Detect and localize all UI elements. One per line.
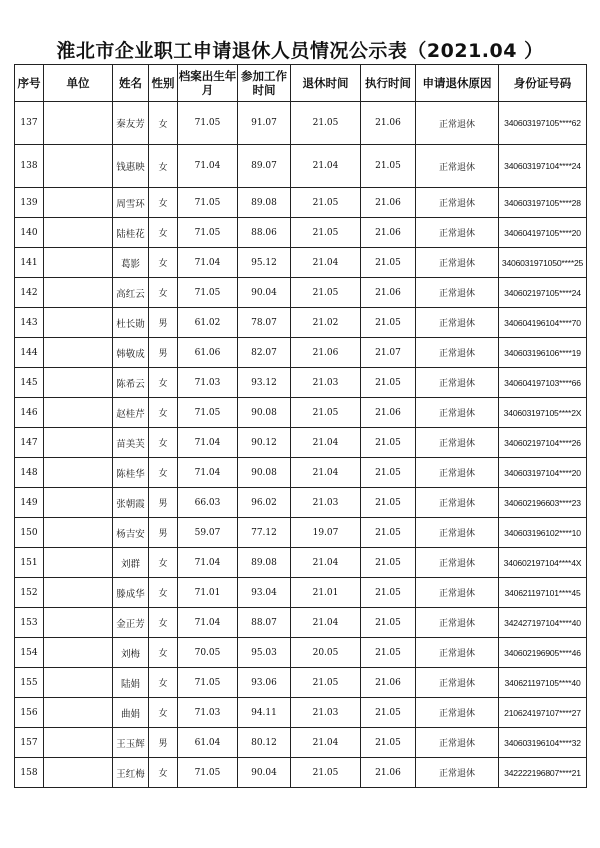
- cell-seq: 151: [15, 548, 44, 578]
- cell-name: 赵桂芹: [113, 398, 149, 428]
- cell-gender: 女: [149, 428, 178, 458]
- cell-gender: 男: [149, 518, 178, 548]
- table-row: [15, 458, 587, 488]
- cell-birth: 71.03: [178, 698, 238, 728]
- cell-reason: 正常退休: [416, 518, 499, 548]
- cell-gender: 女: [149, 248, 178, 278]
- cell-birth: 61.04: [178, 728, 238, 758]
- cell-work-start: 93.12: [238, 368, 291, 398]
- cell-retire-date: 21.05: [291, 278, 361, 308]
- cell-effective-date: 21.05: [361, 308, 416, 338]
- cell-birth: 71.03: [178, 368, 238, 398]
- table-row: [15, 368, 587, 398]
- table-row: [15, 578, 587, 608]
- cell-unit: [44, 758, 113, 788]
- cell-birth: 71.05: [178, 278, 238, 308]
- cell-gender: 女: [149, 145, 178, 188]
- cell-gender: 女: [149, 188, 178, 218]
- cell-unit: [44, 518, 113, 548]
- cell-name: 刘群: [113, 548, 149, 578]
- cell-retire-date: 21.03: [291, 368, 361, 398]
- table-row: [15, 218, 587, 248]
- cell-reason: 正常退休: [416, 308, 499, 338]
- table-row: [15, 758, 587, 788]
- cell-unit: [44, 488, 113, 518]
- table-row: [15, 668, 587, 698]
- cell-name: 杨吉安: [113, 518, 149, 548]
- cell-unit: [44, 188, 113, 218]
- cell-reason: 正常退休: [416, 102, 499, 145]
- table-row: [15, 338, 587, 368]
- cell-birth: 71.04: [178, 428, 238, 458]
- cell-reason: 正常退休: [416, 668, 499, 698]
- cell-retire-date: 21.03: [291, 698, 361, 728]
- header-id-number: 身份证号码: [499, 65, 587, 102]
- cell-name: 陆桂花: [113, 218, 149, 248]
- cell-effective-date: 21.05: [361, 518, 416, 548]
- cell-id-number: 340603197105****2X: [499, 398, 587, 428]
- cell-gender: 女: [149, 578, 178, 608]
- cell-birth: 71.05: [178, 398, 238, 428]
- cell-name: 秦友芳: [113, 102, 149, 145]
- cell-effective-date: 21.05: [361, 428, 416, 458]
- cell-birth: 71.04: [178, 548, 238, 578]
- cell-id-number: 340603196102****10: [499, 518, 587, 548]
- cell-reason: 正常退休: [416, 608, 499, 638]
- table-row: [15, 548, 587, 578]
- cell-id-number: 340621197105****40: [499, 668, 587, 698]
- cell-seq: 146: [15, 398, 44, 428]
- cell-reason: 正常退休: [416, 188, 499, 218]
- cell-unit: [44, 458, 113, 488]
- cell-seq: 148: [15, 458, 44, 488]
- cell-work-start: 78.07: [238, 308, 291, 338]
- header-gender: 性别: [149, 65, 178, 102]
- retirement-table: [14, 64, 587, 788]
- cell-work-start: 90.12: [238, 428, 291, 458]
- cell-seq: 138: [15, 145, 44, 188]
- cell-birth: 66.03: [178, 488, 238, 518]
- cell-work-start: 95.03: [238, 638, 291, 668]
- cell-unit: [44, 308, 113, 338]
- cell-id-number: 340604197103****66: [499, 368, 587, 398]
- cell-seq: 145: [15, 368, 44, 398]
- cell-seq: 137: [15, 102, 44, 145]
- cell-unit: [44, 368, 113, 398]
- cell-gender: 女: [149, 668, 178, 698]
- cell-seq: 142: [15, 278, 44, 308]
- cell-id-number: 340603197105****28: [499, 188, 587, 218]
- cell-birth: 71.05: [178, 758, 238, 788]
- cell-gender: 女: [149, 102, 178, 145]
- cell-name: 张朝霞: [113, 488, 149, 518]
- cell-gender: 女: [149, 698, 178, 728]
- cell-retire-date: 21.04: [291, 145, 361, 188]
- cell-work-start: 90.08: [238, 398, 291, 428]
- cell-id-number: 342222196807****21: [499, 758, 587, 788]
- cell-birth: 61.06: [178, 338, 238, 368]
- cell-effective-date: 21.05: [361, 698, 416, 728]
- cell-effective-date: 21.05: [361, 248, 416, 278]
- cell-birth: 71.04: [178, 248, 238, 278]
- cell-gender: 女: [149, 758, 178, 788]
- cell-name: 陆娟: [113, 668, 149, 698]
- cell-gender: 女: [149, 548, 178, 578]
- cell-birth: 59.07: [178, 518, 238, 548]
- cell-work-start: 77.12: [238, 518, 291, 548]
- cell-gender: 女: [149, 458, 178, 488]
- cell-seq: 143: [15, 308, 44, 338]
- table-row: [15, 278, 587, 308]
- cell-unit: [44, 608, 113, 638]
- cell-unit: [44, 218, 113, 248]
- cell-unit: [44, 548, 113, 578]
- cell-gender: 女: [149, 608, 178, 638]
- cell-name: 滕成华: [113, 578, 149, 608]
- cell-gender: 男: [149, 488, 178, 518]
- cell-retire-date: 21.04: [291, 548, 361, 578]
- cell-work-start: 90.04: [238, 758, 291, 788]
- cell-work-start: 96.02: [238, 488, 291, 518]
- cell-retire-date: 21.05: [291, 398, 361, 428]
- cell-name: 苗美芙: [113, 428, 149, 458]
- table-row: [15, 102, 587, 145]
- cell-unit: [44, 102, 113, 145]
- header-retire-date: 退休时间: [291, 65, 361, 102]
- header-reason: 申请退休原因: [416, 65, 499, 102]
- cell-seq: 144: [15, 338, 44, 368]
- cell-name: 曲娟: [113, 698, 149, 728]
- cell-seq: 139: [15, 188, 44, 218]
- cell-birth: 71.04: [178, 458, 238, 488]
- cell-reason: 正常退休: [416, 278, 499, 308]
- cell-gender: 女: [149, 368, 178, 398]
- cell-unit: [44, 338, 113, 368]
- cell-birth: 71.05: [178, 188, 238, 218]
- cell-unit: [44, 698, 113, 728]
- cell-reason: 正常退休: [416, 428, 499, 458]
- cell-effective-date: 21.05: [361, 368, 416, 398]
- table-row: [15, 145, 587, 188]
- cell-retire-date: 21.04: [291, 458, 361, 488]
- cell-work-start: 82.07: [238, 338, 291, 368]
- cell-work-start: 91.07: [238, 102, 291, 145]
- table-row: [15, 698, 587, 728]
- cell-effective-date: 21.06: [361, 278, 416, 308]
- cell-retire-date: 21.05: [291, 668, 361, 698]
- cell-reason: 正常退休: [416, 638, 499, 668]
- table-header-row: [15, 65, 587, 102]
- cell-gender: 男: [149, 338, 178, 368]
- page-title: 淮北市企业职工申请退休人员情况公示表（2021.04 ）: [56, 40, 544, 62]
- cell-reason: 正常退休: [416, 548, 499, 578]
- cell-effective-date: 21.06: [361, 188, 416, 218]
- cell-work-start: 80.12: [238, 728, 291, 758]
- cell-reason: 正常退休: [416, 338, 499, 368]
- cell-birth: 71.05: [178, 668, 238, 698]
- cell-name: 葛影: [113, 248, 149, 278]
- cell-id-number: 340621197101****45: [499, 578, 587, 608]
- cell-reason: 正常退休: [416, 728, 499, 758]
- cell-reason: 正常退休: [416, 578, 499, 608]
- table-row: [15, 518, 587, 548]
- cell-id-number: 342427197104****40: [499, 608, 587, 638]
- header-name: 姓名: [113, 65, 149, 102]
- cell-name: 王红梅: [113, 758, 149, 788]
- cell-work-start: 93.06: [238, 668, 291, 698]
- cell-name: 王玉辉: [113, 728, 149, 758]
- cell-work-start: 90.08: [238, 458, 291, 488]
- header-work-start: 参加工作时间: [238, 65, 291, 102]
- header-birth: 档案出生年月: [178, 65, 238, 102]
- table-row: [15, 728, 587, 758]
- cell-gender: 女: [149, 638, 178, 668]
- cell-reason: 正常退休: [416, 398, 499, 428]
- cell-name: 金正芳: [113, 608, 149, 638]
- cell-retire-date: 21.04: [291, 728, 361, 758]
- cell-effective-date: 21.07: [361, 338, 416, 368]
- table-row: [15, 488, 587, 518]
- cell-seq: 158: [15, 758, 44, 788]
- cell-name: 韩敬成: [113, 338, 149, 368]
- cell-effective-date: 21.06: [361, 218, 416, 248]
- cell-unit: [44, 638, 113, 668]
- cell-seq: 147: [15, 428, 44, 458]
- cell-reason: 正常退休: [416, 698, 499, 728]
- cell-seq: 154: [15, 638, 44, 668]
- cell-effective-date: 21.05: [361, 578, 416, 608]
- cell-retire-date: 21.04: [291, 428, 361, 458]
- cell-seq: 157: [15, 728, 44, 758]
- cell-name: 杜长勋: [113, 308, 149, 338]
- cell-effective-date: 21.05: [361, 728, 416, 758]
- cell-reason: 正常退休: [416, 248, 499, 278]
- table-row: [15, 188, 587, 218]
- cell-gender: 女: [149, 218, 178, 248]
- cell-work-start: 90.04: [238, 278, 291, 308]
- cell-reason: 正常退休: [416, 145, 499, 188]
- cell-id-number: 340602196603****23: [499, 488, 587, 518]
- cell-retire-date: 21.01: [291, 578, 361, 608]
- cell-birth: 71.01: [178, 578, 238, 608]
- cell-retire-date: 21.03: [291, 488, 361, 518]
- cell-birth: 71.05: [178, 102, 238, 145]
- cell-id-number: 340603196104****32: [499, 728, 587, 758]
- cell-gender: 女: [149, 278, 178, 308]
- cell-id-number: 340603196106****19: [499, 338, 587, 368]
- cell-unit: [44, 398, 113, 428]
- cell-seq: 149: [15, 488, 44, 518]
- cell-birth: 71.04: [178, 608, 238, 638]
- cell-birth: 70.05: [178, 638, 238, 668]
- cell-name: 高红云: [113, 278, 149, 308]
- cell-birth: 71.05: [178, 218, 238, 248]
- table-row: [15, 398, 587, 428]
- cell-name: 陈桂华: [113, 458, 149, 488]
- cell-id-number: 340603197105****62: [499, 102, 587, 145]
- cell-unit: [44, 428, 113, 458]
- cell-retire-date: 21.05: [291, 188, 361, 218]
- table-row: [15, 638, 587, 668]
- cell-id-number: 340602197105****24: [499, 278, 587, 308]
- cell-id-number: 340604197105****20: [499, 218, 587, 248]
- cell-work-start: 93.04: [238, 578, 291, 608]
- cell-seq: 152: [15, 578, 44, 608]
- cell-work-start: 89.08: [238, 188, 291, 218]
- cell-name: 周雪环: [113, 188, 149, 218]
- cell-work-start: 88.06: [238, 218, 291, 248]
- cell-effective-date: 21.06: [361, 398, 416, 428]
- table-row: [15, 608, 587, 638]
- header-effective-date: 执行时间: [361, 65, 416, 102]
- cell-id-number: 340603197104****20: [499, 458, 587, 488]
- cell-retire-date: 21.05: [291, 218, 361, 248]
- cell-retire-date: 20.05: [291, 638, 361, 668]
- cell-retire-date: 21.04: [291, 608, 361, 638]
- cell-effective-date: 21.05: [361, 145, 416, 188]
- table-row: [15, 428, 587, 458]
- header-seq: 序号: [15, 65, 44, 102]
- cell-seq: 155: [15, 668, 44, 698]
- cell-seq: 156: [15, 698, 44, 728]
- cell-id-number: 340602197104****4X: [499, 548, 587, 578]
- cell-reason: 正常退休: [416, 218, 499, 248]
- cell-effective-date: 21.06: [361, 102, 416, 145]
- cell-seq: 140: [15, 218, 44, 248]
- cell-retire-date: 19.07: [291, 518, 361, 548]
- cell-id-number: 340602196905****46: [499, 638, 587, 668]
- table-row: [15, 248, 587, 278]
- cell-name: 刘梅: [113, 638, 149, 668]
- cell-gender: 男: [149, 728, 178, 758]
- cell-effective-date: 21.05: [361, 608, 416, 638]
- cell-unit: [44, 278, 113, 308]
- cell-id-number: 340602197104****26: [499, 428, 587, 458]
- cell-work-start: 94.11: [238, 698, 291, 728]
- cell-unit: [44, 248, 113, 278]
- header-unit: 单位: [44, 65, 113, 102]
- cell-effective-date: 21.06: [361, 758, 416, 788]
- cell-effective-date: 21.05: [361, 458, 416, 488]
- cell-effective-date: 21.05: [361, 548, 416, 578]
- cell-retire-date: 21.04: [291, 248, 361, 278]
- cell-gender: 女: [149, 398, 178, 428]
- cell-birth: 61.02: [178, 308, 238, 338]
- cell-name: 钱惠映: [113, 145, 149, 188]
- cell-work-start: 95.12: [238, 248, 291, 278]
- cell-id-number: 340604196104****70: [499, 308, 587, 338]
- cell-retire-date: 21.06: [291, 338, 361, 368]
- cell-effective-date: 21.06: [361, 668, 416, 698]
- cell-reason: 正常退休: [416, 488, 499, 518]
- cell-seq: 141: [15, 248, 44, 278]
- cell-reason: 正常退休: [416, 368, 499, 398]
- cell-id-number: 340603197104****24: [499, 145, 587, 188]
- cell-work-start: 88.07: [238, 608, 291, 638]
- table-row: [15, 308, 587, 338]
- cell-effective-date: 21.05: [361, 638, 416, 668]
- cell-work-start: 89.07: [238, 145, 291, 188]
- cell-reason: 正常退休: [416, 458, 499, 488]
- cell-retire-date: 21.02: [291, 308, 361, 338]
- cell-unit: [44, 145, 113, 188]
- cell-effective-date: 21.05: [361, 488, 416, 518]
- cell-id-number: 3406031971050****25: [499, 248, 587, 278]
- cell-unit: [44, 578, 113, 608]
- cell-work-start: 89.08: [238, 548, 291, 578]
- cell-unit: [44, 668, 113, 698]
- cell-unit: [44, 728, 113, 758]
- cell-gender: 男: [149, 308, 178, 338]
- cell-retire-date: 21.05: [291, 758, 361, 788]
- cell-retire-date: 21.05: [291, 102, 361, 145]
- cell-seq: 150: [15, 518, 44, 548]
- cell-birth: 71.04: [178, 145, 238, 188]
- cell-id-number: 210624197107****27: [499, 698, 587, 728]
- cell-reason: 正常退休: [416, 758, 499, 788]
- cell-seq: 153: [15, 608, 44, 638]
- cell-name: 陈希云: [113, 368, 149, 398]
